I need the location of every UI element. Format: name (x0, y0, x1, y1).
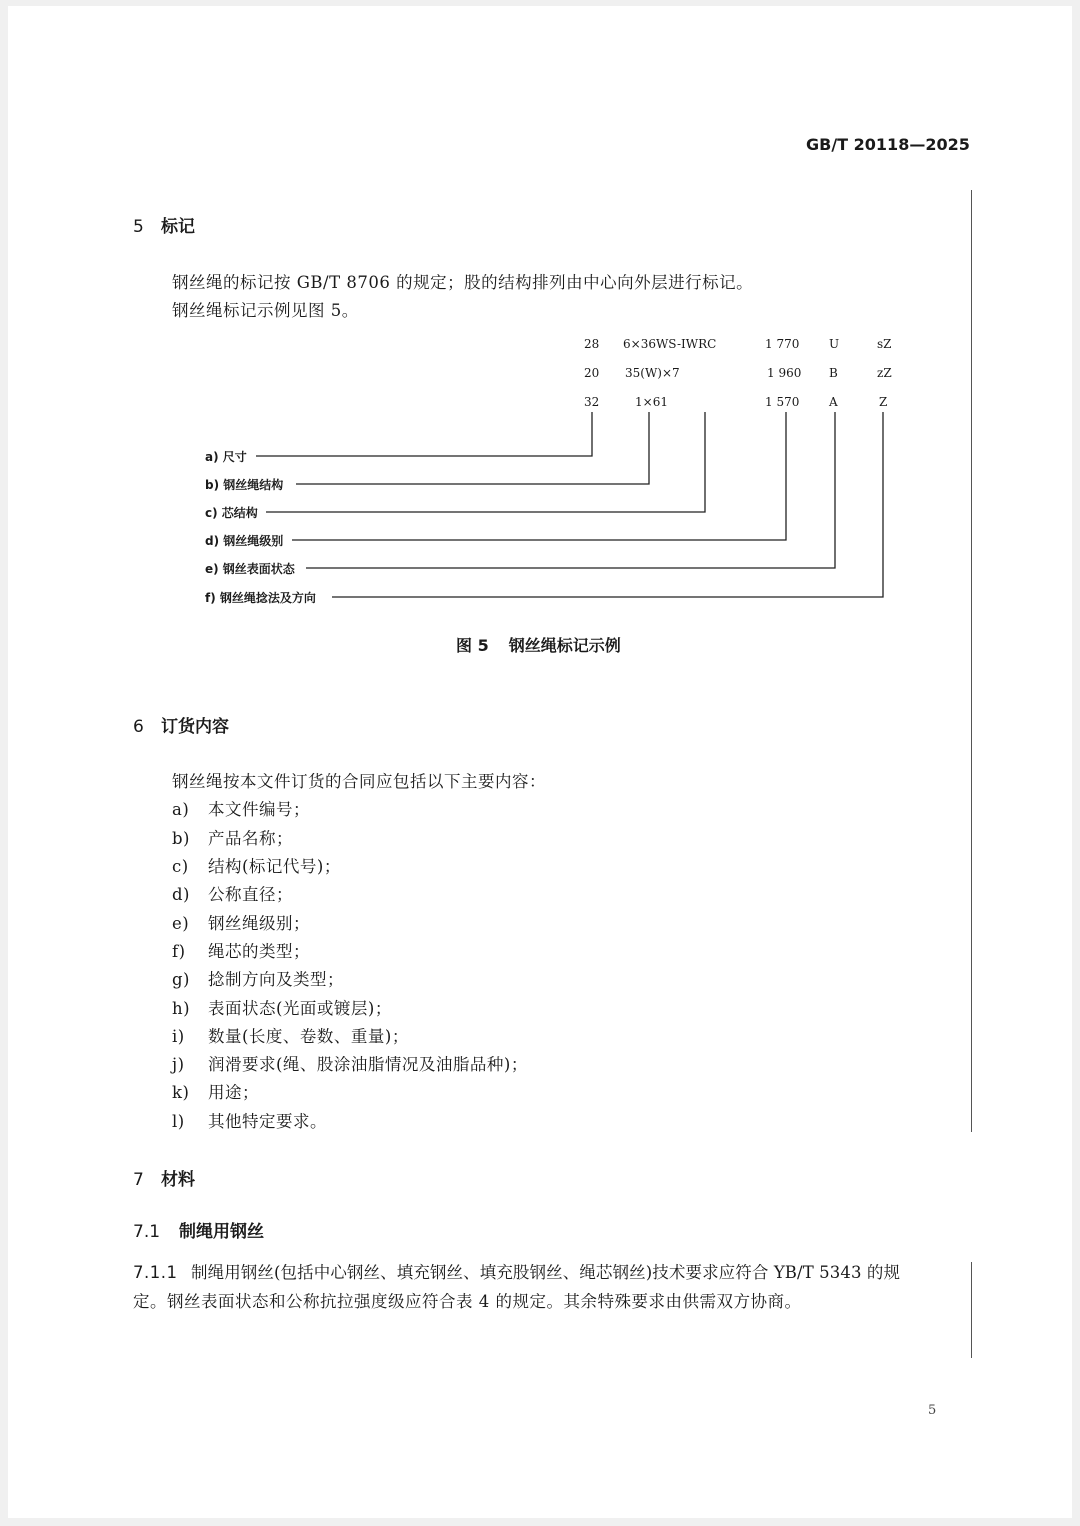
grade-value: 1 770 (765, 337, 800, 351)
list-item (172, 881, 293, 905)
list-marker: e) (172, 914, 190, 933)
size-value: 20 (584, 366, 600, 380)
section-title: 标记 (161, 217, 195, 237)
clause-line: 定。钢丝表面状态和公称抗拉强度级应符合表 4 的规定。其余特殊要求由供需双方协商。 (133, 1292, 802, 1311)
subsection-7-1-heading (133, 1217, 264, 1242)
leader-line (306, 412, 835, 568)
leader-line (266, 412, 705, 512)
size-value: 28 (584, 337, 600, 351)
list-marker: j) (172, 1055, 185, 1074)
list-marker: f) (172, 942, 186, 961)
paragraph: 钢丝绳按本文件订货的合同应包括以下主要内容： (172, 772, 546, 791)
list-marker: h) (172, 999, 191, 1018)
section-title: 材料 (161, 1170, 195, 1190)
leader-line (292, 412, 786, 540)
section-7-heading (133, 1165, 195, 1190)
list-text: 润滑要求(绳、股涂油脂情况及油脂品种)； (208, 1055, 528, 1074)
surface-value: A (829, 395, 838, 409)
clause-text: 制绳用钢丝(包括中心钢丝、填充钢丝、填充股钢丝、绳芯钢丝)技术要求应符合 YB/T 5343 的规 (191, 1263, 901, 1282)
list-item (172, 910, 310, 934)
list-marker: c) (172, 857, 189, 876)
list-text: 捻制方向及类型； (208, 970, 344, 989)
structure-value: 6×36WS-IWRC (623, 337, 717, 351)
section-title: 订货内容 (161, 717, 229, 737)
label-core-structure: c) 芯结构 (205, 506, 258, 520)
list-item (172, 825, 293, 849)
subsection-title: 制绳用钢丝 (179, 1222, 264, 1242)
section-number: 5 (133, 217, 144, 237)
section-number: 6 (133, 717, 144, 737)
list-item (172, 995, 392, 1019)
list-text: 结构(标记代号)； (208, 857, 341, 876)
list-item (172, 938, 310, 962)
lay-value: sZ (877, 337, 892, 351)
surface-value: U (829, 337, 840, 351)
lay-value: Z (879, 395, 888, 409)
figure-title: 钢丝绳标记示例 (508, 636, 621, 655)
list-item (172, 853, 341, 877)
list-marker: a) (172, 800, 190, 819)
surface-value: B (829, 366, 838, 380)
list-item (172, 966, 344, 990)
figure-caption (456, 633, 621, 656)
section-number: 7 (133, 1170, 144, 1190)
lay-value: zZ (877, 366, 892, 380)
page-number: 5 (928, 1403, 937, 1418)
list-text: 表面状态(光面或镀层)； (208, 999, 392, 1018)
list-marker: g) (172, 970, 190, 989)
paragraph: 钢丝绳标记示例见图 5。 (172, 301, 359, 320)
clause-number: 7.1.1 (133, 1263, 178, 1282)
leader-line (296, 412, 649, 484)
list-item (172, 796, 310, 820)
size-value: 32 (584, 395, 600, 409)
list-marker: i) (172, 1027, 185, 1046)
structure-value: 1×61 (635, 395, 668, 409)
standard-number: GB/T 20118—2025 (806, 135, 970, 154)
paragraph: 钢丝绳的标记按 GB/T 8706 的规定；股的结构排列由中心向外层进行标记。 (172, 273, 754, 292)
label-wire-surface: e) 钢丝表面状态 (205, 562, 295, 576)
figure-number: 图 5 (456, 636, 489, 655)
label-rope-grade: d) 钢丝绳级别 (205, 534, 284, 548)
label-size: a) 尺寸 (205, 450, 247, 464)
list-text: 绳芯的类型； (208, 942, 310, 961)
list-item (172, 1023, 409, 1047)
list-item (172, 1079, 259, 1103)
grade-value: 1 960 (767, 366, 802, 380)
list-text: 公称直径； (208, 885, 293, 904)
list-marker: b) (172, 829, 190, 848)
leader-line (332, 412, 883, 597)
grade-value: 1 570 (765, 395, 800, 409)
list-item (172, 1108, 327, 1132)
list-text: 其他特定要求。 (208, 1112, 327, 1131)
list-marker: l) (172, 1112, 185, 1131)
list-text: 本文件编号； (208, 800, 310, 819)
subsection-number: 7.1 (133, 1222, 161, 1242)
label-lay-direction: f) 钢丝绳捻法及方向 (205, 591, 316, 605)
list-marker: d) (172, 885, 190, 904)
list-text: 产品名称； (208, 829, 293, 848)
list-item (172, 1051, 528, 1075)
section-6-heading (133, 712, 229, 737)
structure-value: 35(W)×7 (625, 366, 680, 380)
label-rope-structure: b) 钢丝绳结构 (205, 478, 284, 492)
list-text: 数量(长度、卷数、重量)； (208, 1027, 409, 1046)
list-marker: k) (172, 1083, 190, 1102)
leader-line (256, 412, 592, 456)
clause-line (133, 1259, 900, 1283)
list-text: 钢丝绳级别； (208, 914, 310, 933)
list-text: 用途； (208, 1083, 259, 1102)
